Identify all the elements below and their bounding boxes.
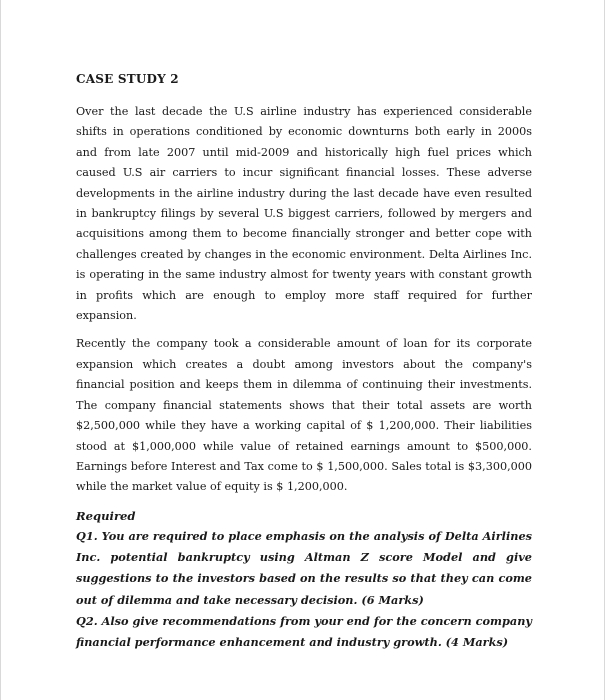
required-heading: Required (76, 508, 136, 523)
document-content (76, 72, 532, 654)
paragraph-industry-background: Over the last decade the U.S airline industry has experienced considerable shifts in operations conditioned by economic downturns both early in 2000s and from late 2007 until mid-2009 and historically high fuel prices which caused U.S air carriers to incur significant financial losses. These adverse developments in the airline industry during the last decade have even resulted in bankruptcy filings by several U.S biggest carriers, followed by mergers and acquisitions among them to become financially stronger and better cope with challenges created by changes in the economic environment. Delta Airlines Inc. is operating in the same industry almost for twenty years with constant growth in profits which are enough to employ more staff required for further expansion. (76, 105, 532, 323)
paragraph-company-financials: Recently the company took a considerable amount of loan for its corporate expansion which creates a doubt among investors about the company's financial position and keeps them in dilemma of continuing their investments. The company financial statements shows that their total assets are worth $2,500,000 while they have a working capital of $ 1,200,000. Their liabilities stood at $1,000,000 while value of retained earnings amount to $500,000. Earnings before Interest and Tax come to $ 1,500,000. Sales total is $3,300,000 while the market value of equity is $ 1,200,000. (76, 337, 532, 494)
case-study-title: CASE STUDY 2 (76, 72, 179, 86)
question-1: Q1. You are required to place emphasis on the analysis of Delta Airlines Inc. potential bankruptcy using Altman Z score Model and give suggestions to the investors based on the results so that they can come out of dilemma and take necessary decision. (6 Marks) (76, 528, 532, 607)
question-2: Q2. Also give recommendations from your end for the concern company financial performance enhancement and industry growth. (4 Marks) (76, 613, 532, 650)
